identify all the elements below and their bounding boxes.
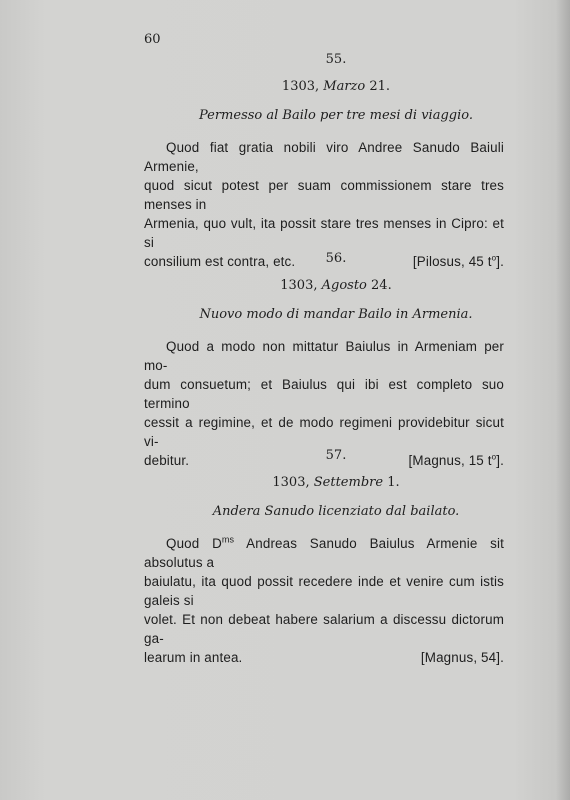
entry-body <box>144 534 504 667</box>
body-line: Quod a modo non mittatur Baiulus in Armeniam per mo- <box>144 339 504 373</box>
body-line: Quod $D^{ms}$ Andreas Sanudo Baiulus Armenie sit absolutus a <box>144 534 504 570</box>
body-line: baiulatu, ita quod possit recedere inde et venire cum istis galeis si <box>144 574 504 608</box>
entry-title: Nuovo modo di mandar Bailo in Armenia. <box>199 307 473 322</box>
body-line: Quod fiat gratia nobili viro Andree Sanudo Baiuli Armenie, <box>144 140 504 174</box>
entry-number: 56. <box>325 251 347 266</box>
body-line: cessit a regimine, et de modo regimeni providebitur sicut vi- <box>144 415 504 449</box>
date-month: Marzo <box>323 79 366 94</box>
body-line: volet. Et non debeat habere salarium a discessu dictorum ga- <box>144 612 504 646</box>
date-year: 1303, <box>272 475 310 490</box>
entry-title: Andera Sanudo licenziato dal bailato. <box>212 504 460 519</box>
entry-title: Permesso al Bailo per tre mesi di viaggio. <box>198 108 473 123</box>
date-day: 1. <box>387 475 400 490</box>
entry-date <box>144 278 504 293</box>
date-day: 21. <box>369 79 391 94</box>
entry-date <box>144 475 504 490</box>
body-line: quod sicut potest per suam commissionem stare tres menses in <box>144 178 504 212</box>
entry-55 <box>144 52 504 271</box>
body-line: learum in antea. <box>144 650 243 665</box>
date-year: 1303, <box>281 79 320 94</box>
entry-number: 57. <box>325 448 347 463</box>
entry-number: 55. <box>325 52 347 67</box>
body-line: Armenia, quo vult, ita possit stare tres menses in Cipro: et si <box>144 216 504 250</box>
body-last-line <box>144 648 504 667</box>
archive-reference: [Magnus, 54]. <box>420 650 504 665</box>
entry-56 <box>144 251 504 470</box>
archive-reference: [Pilosus, 45 $t^o$]. <box>412 253 504 269</box>
date-day: 24. <box>371 278 392 293</box>
date-month: Settembre <box>313 475 384 490</box>
date-month: Agosto <box>321 278 367 293</box>
entry-57 <box>144 448 504 667</box>
date-year: 1303, <box>280 278 318 293</box>
entry-date <box>144 79 504 94</box>
body-line: dum consuetum; et Baiulus qui ibi est completo suo termino <box>144 377 504 411</box>
page-number: 60 <box>144 32 161 47</box>
body-line: debitur. <box>144 453 190 468</box>
body-line: consilium est contra, etc. <box>144 254 296 269</box>
page-edge-shadow <box>556 0 570 800</box>
archive-reference: [Magnus, 15 $t^o$]. <box>408 452 504 468</box>
